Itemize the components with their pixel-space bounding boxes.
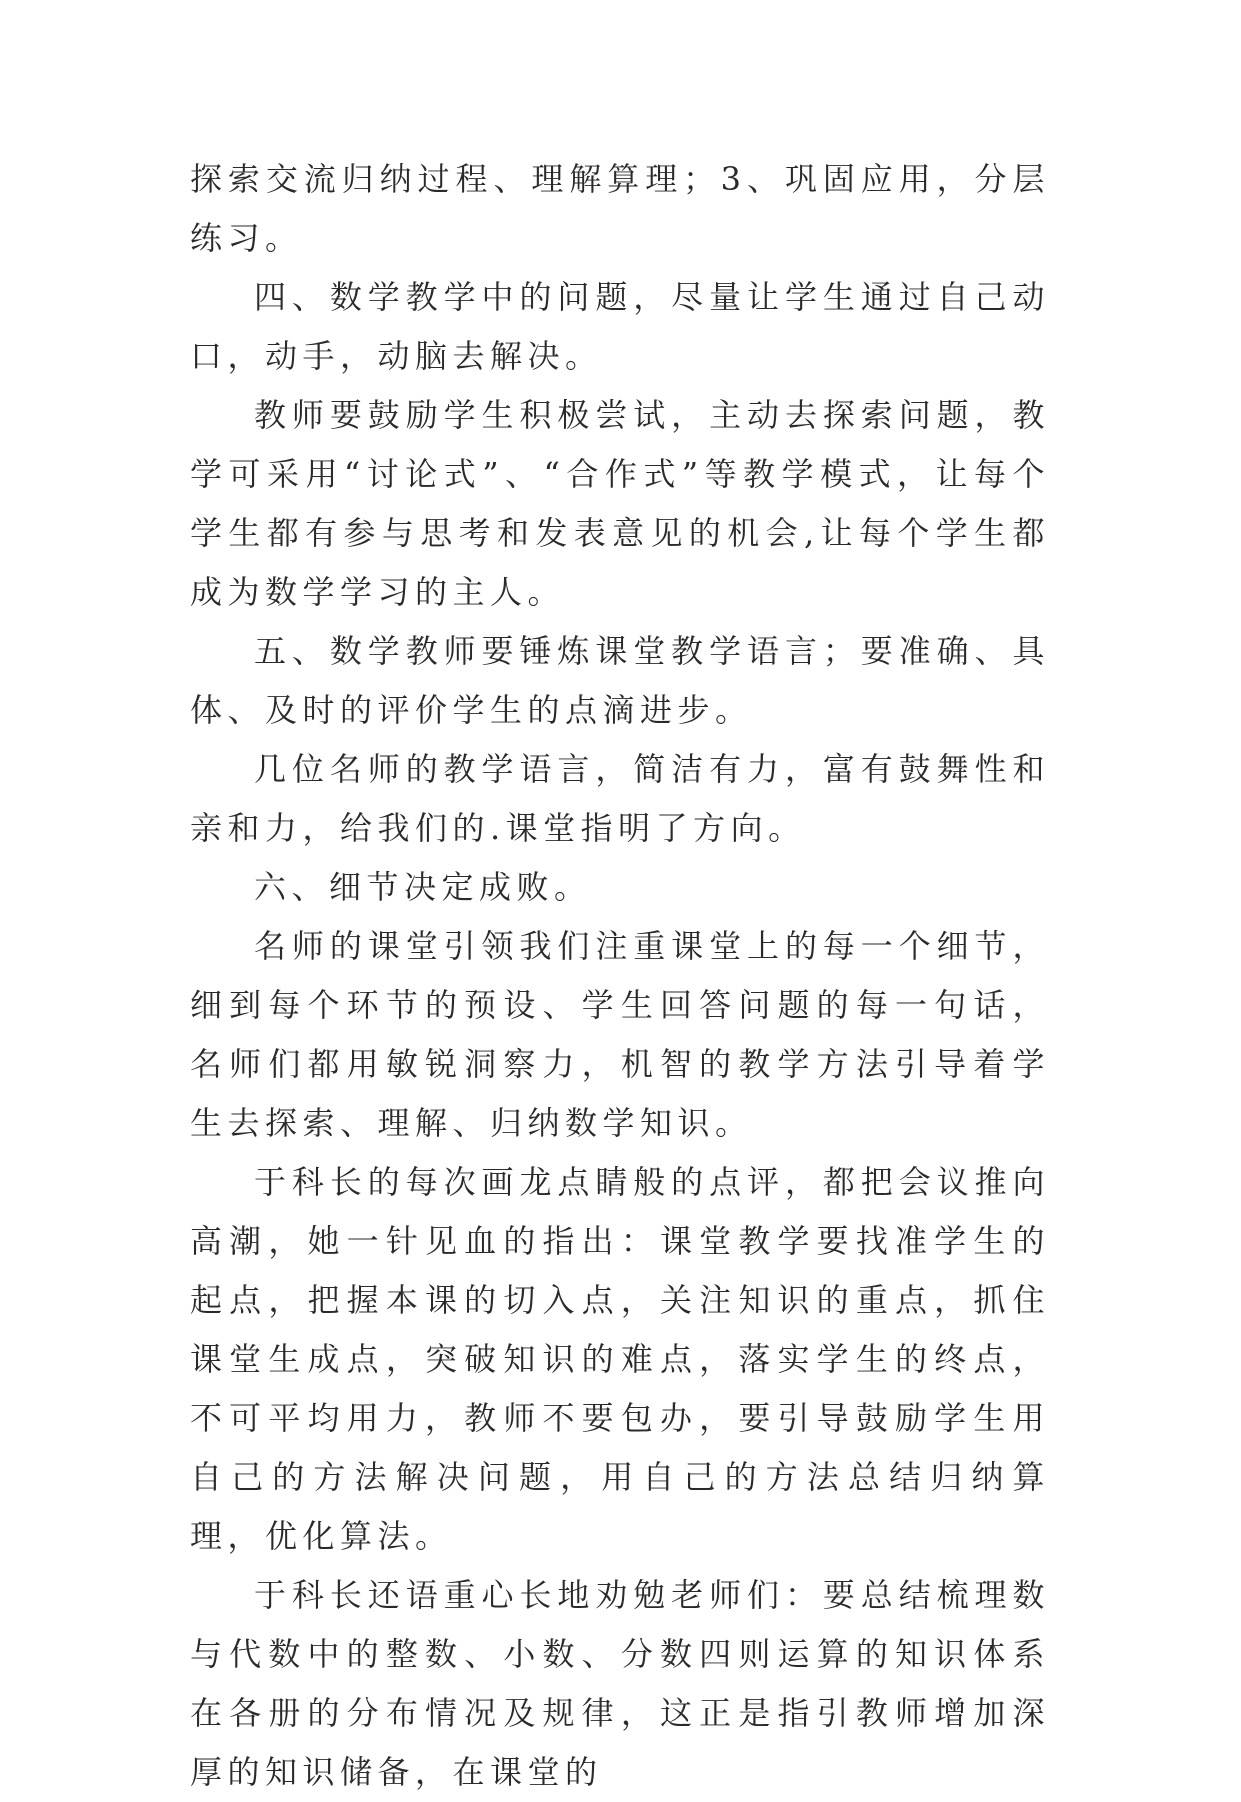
document-body [190,150,1050,1802]
paragraph-section-four: 四、数学教学中的问题，尽量让学生通过自己动口，动手，动脑去解决。 [190,278,1050,375]
paragraph-section-chief-advice: 于科长还语重心长地劝勉老师们：要总结梳理数与代数中的整数、小数、分数四则运算的知识体系在各册的分布情况及规律，这正是指引教师增加深厚的知识储备，在课堂的 [190,1576,1050,1791]
paragraph-continuation: 探索交流归纳过程、理解算理；3、巩固应用，分层练习。 [190,160,1050,257]
paragraph-teaching-language: 几位名师的教学语言，简洁有力，富有鼓舞性和亲和力，给我们的.课堂指明了方向。 [190,750,1050,847]
paragraph-section-six: 六、细节决定成败。 [254,868,592,906]
paragraph-section-five: 五、数学教师要锤炼课堂教学语言；要准确、具体、及时的评价学生的点滴进步。 [190,632,1050,729]
paragraph-section-chief-review: 于科长的每次画龙点睛般的点评，都把会议推向高潮，她一针见血的指出：课堂教学要找准学生的起点，把握本课的切入点，关注知识的重点，抓住课堂生成点，突破知识的难点，落实学生的终点，不可平均用力，教师不要包办，要引导鼓励学生用自己的方法解决问题，用自己的方法总结归纳算理，优化算法。 [190,1163,1050,1555]
paragraph-encourage-students: 教师要鼓励学生积极尝试，主动去探索问题，教学可采用“讨论式”、“合作式”等教学模式，让每个学生都有参与思考和发表意见的机会,让每个学生都成为数学学习的主人。 [190,396,1050,611]
paragraph-details: 名师的课堂引领我们注重课堂上的每一个细节，细到每个环节的预设、学生回答问题的每一句话，名师们都用敏锐洞察力，机智的教学方法引导着学生去探索、理解、归纳数学知识。 [190,927,1050,1142]
